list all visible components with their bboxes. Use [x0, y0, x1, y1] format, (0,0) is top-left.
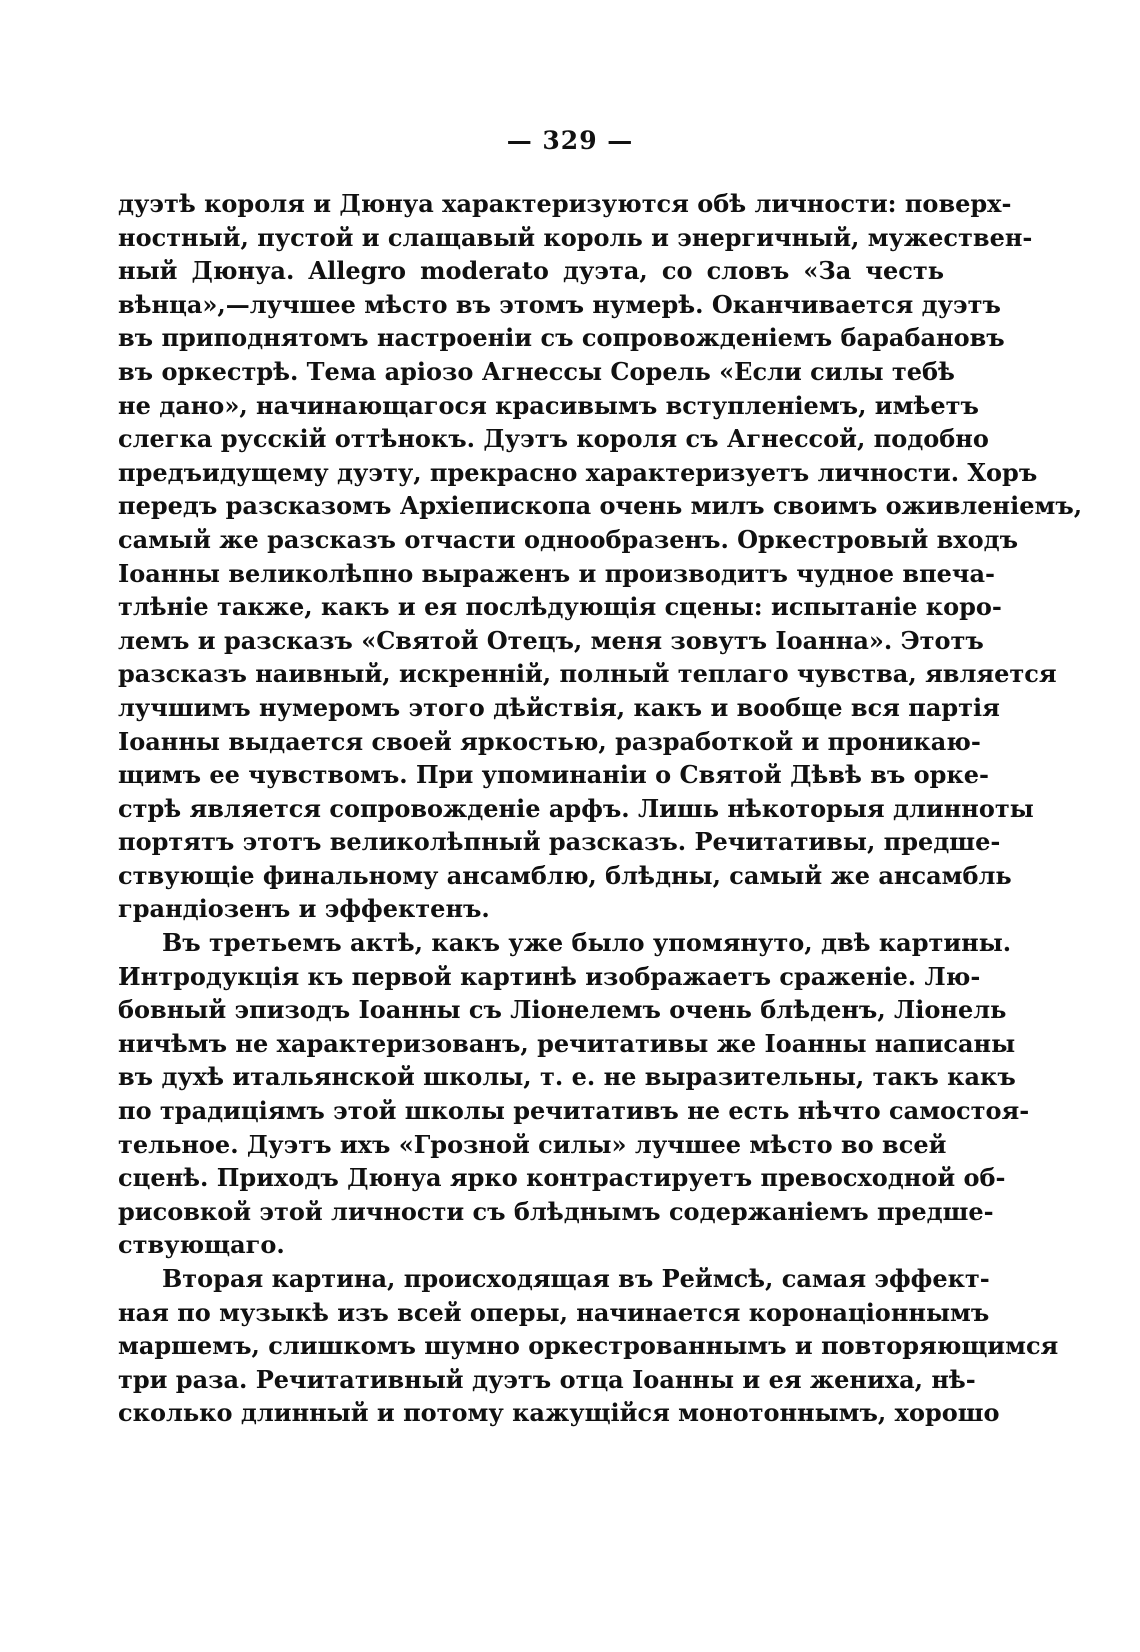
text-line: Въ третьемъ актѣ, какъ уже было упомянуто, двѣ картины.: [162, 928, 1012, 958]
text-line: ствующаго.: [118, 1230, 285, 1260]
text-line: ная по музыкѣ изъ всей оперы, начинается коронаціоннымъ: [118, 1297, 990, 1327]
text-line: предъидущему дуэту, прекрасно характеризуетъ личности. Хоръ: [118, 457, 1038, 487]
text-line: ный Дюнуа. Allegro moderato дуэта, со словъ «За честь: [118, 256, 944, 286]
text-line: сколько длинный и потому кажущійся монотоннымъ, хорошо: [118, 1398, 1000, 1428]
text-line: разсказъ наивный, искренній, полный теплаго чувства, является: [118, 659, 1057, 689]
text-line: тельное. Дуэтъ ихъ «Грозной силы» лучшее мѣсто во всей: [118, 1129, 947, 1159]
text-line: лемъ и разсказъ «Святой Отецъ, меня зовутъ Іоанна». Этотъ: [118, 625, 984, 655]
text-line: Іоанны великолѣпно выраженъ и производитъ чудное впеча-: [118, 558, 995, 588]
text-line: грандіозенъ и эффектенъ.: [118, 894, 490, 924]
text-line: лучшимъ нумеромъ этого дѣйствія, какъ и вообще вся партія: [118, 692, 1000, 722]
text-line: дуэтѣ короля и Дюнуа характеризуются обѣ личности: поверх-: [118, 189, 1012, 218]
text-line: Іоанны выдается своей яркостью, разработкой и проникаю-: [118, 726, 981, 756]
text-line: маршемъ, слишкомъ шумно оркестрованнымъ и повторяющимся: [118, 1331, 1059, 1361]
text-line: самый же разсказъ отчасти однообразенъ. Оркестровый входъ: [118, 524, 1018, 554]
text-line: ничѣмъ не характеризованъ, речитативы же Іоанны написаны: [118, 1028, 1016, 1058]
text-line: слегка русскій оттѣнокъ. Дуэтъ короля съ Агнессой, подобно: [118, 424, 989, 454]
text-line: бовный эпизодъ Іоанны съ Ліонелемъ очень блѣденъ, Ліонель: [118, 995, 1007, 1025]
text-line: не дано», начинающагося красивымъ вступленіемъ, имѣетъ: [118, 390, 979, 420]
text-line: въ духѣ итальянской школы, т. е. не выразительны, такъ какъ: [118, 1062, 1016, 1092]
text-line: сценѣ. Приходъ Дюнуа ярко контрастируетъ превосходной об-: [118, 1163, 1006, 1193]
text-line: въ оркестрѣ. Тема аріозо Агнессы Сорель «Если силы тебѣ: [118, 356, 955, 386]
text-line: портятъ этотъ великолѣпный разсказъ. Речитативы, предше-: [118, 827, 1001, 857]
text-line: ностный, пустой и слащавый король и энергичный, мужествен-: [118, 222, 1033, 252]
page-number: — 329 —: [506, 126, 634, 155]
paragraph-2: [118, 926, 1030, 1262]
body-text: [118, 187, 1083, 1430]
text-line: ствующіе финальному ансамблю, блѣдны, самый же ансамбль: [118, 860, 1012, 890]
text-line: стрѣ является сопровожденіе арфъ. Лишь нѣкоторыя длинноты: [118, 793, 1034, 823]
text-line: Вторая картина, происходящая въ Реймсѣ, самая эффект-: [162, 1264, 990, 1293]
text-line: тлѣніе также, какъ и ея послѣдующія сцены: испытаніе коро-: [118, 592, 1002, 622]
paragraph-1: [118, 187, 1083, 926]
text-line: по традиціямъ этой школы речитативъ не есть нѣчто самостоя-: [118, 1096, 1030, 1126]
text-line: щимъ ее чувствомъ. При упоминаніи о Святой Дѣвѣ въ орке-: [118, 760, 989, 790]
text-line: рисовкой этой личности съ блѣднымъ содержаніемъ предше-: [118, 1196, 994, 1226]
text-line: вѣнца»,—лучшее мѣсто въ этомъ нумерѣ. Оканчивается дуэтъ: [118, 289, 1001, 319]
text-line: передъ разсказомъ Архіепископа очень милъ своимъ оживленіемъ,: [118, 491, 1083, 521]
text-line: Интродукція къ первой картинѣ изображаетъ сраженіе. Лю-: [118, 961, 981, 991]
text-line: три раза. Речитативный дуэтъ отца Іоанны и ея жениха, нѣ-: [118, 1364, 976, 1394]
paragraph-3: [118, 1262, 1059, 1430]
text-line: въ приподнятомъ настроеніи съ сопровожденіемъ барабановъ: [118, 323, 1005, 353]
